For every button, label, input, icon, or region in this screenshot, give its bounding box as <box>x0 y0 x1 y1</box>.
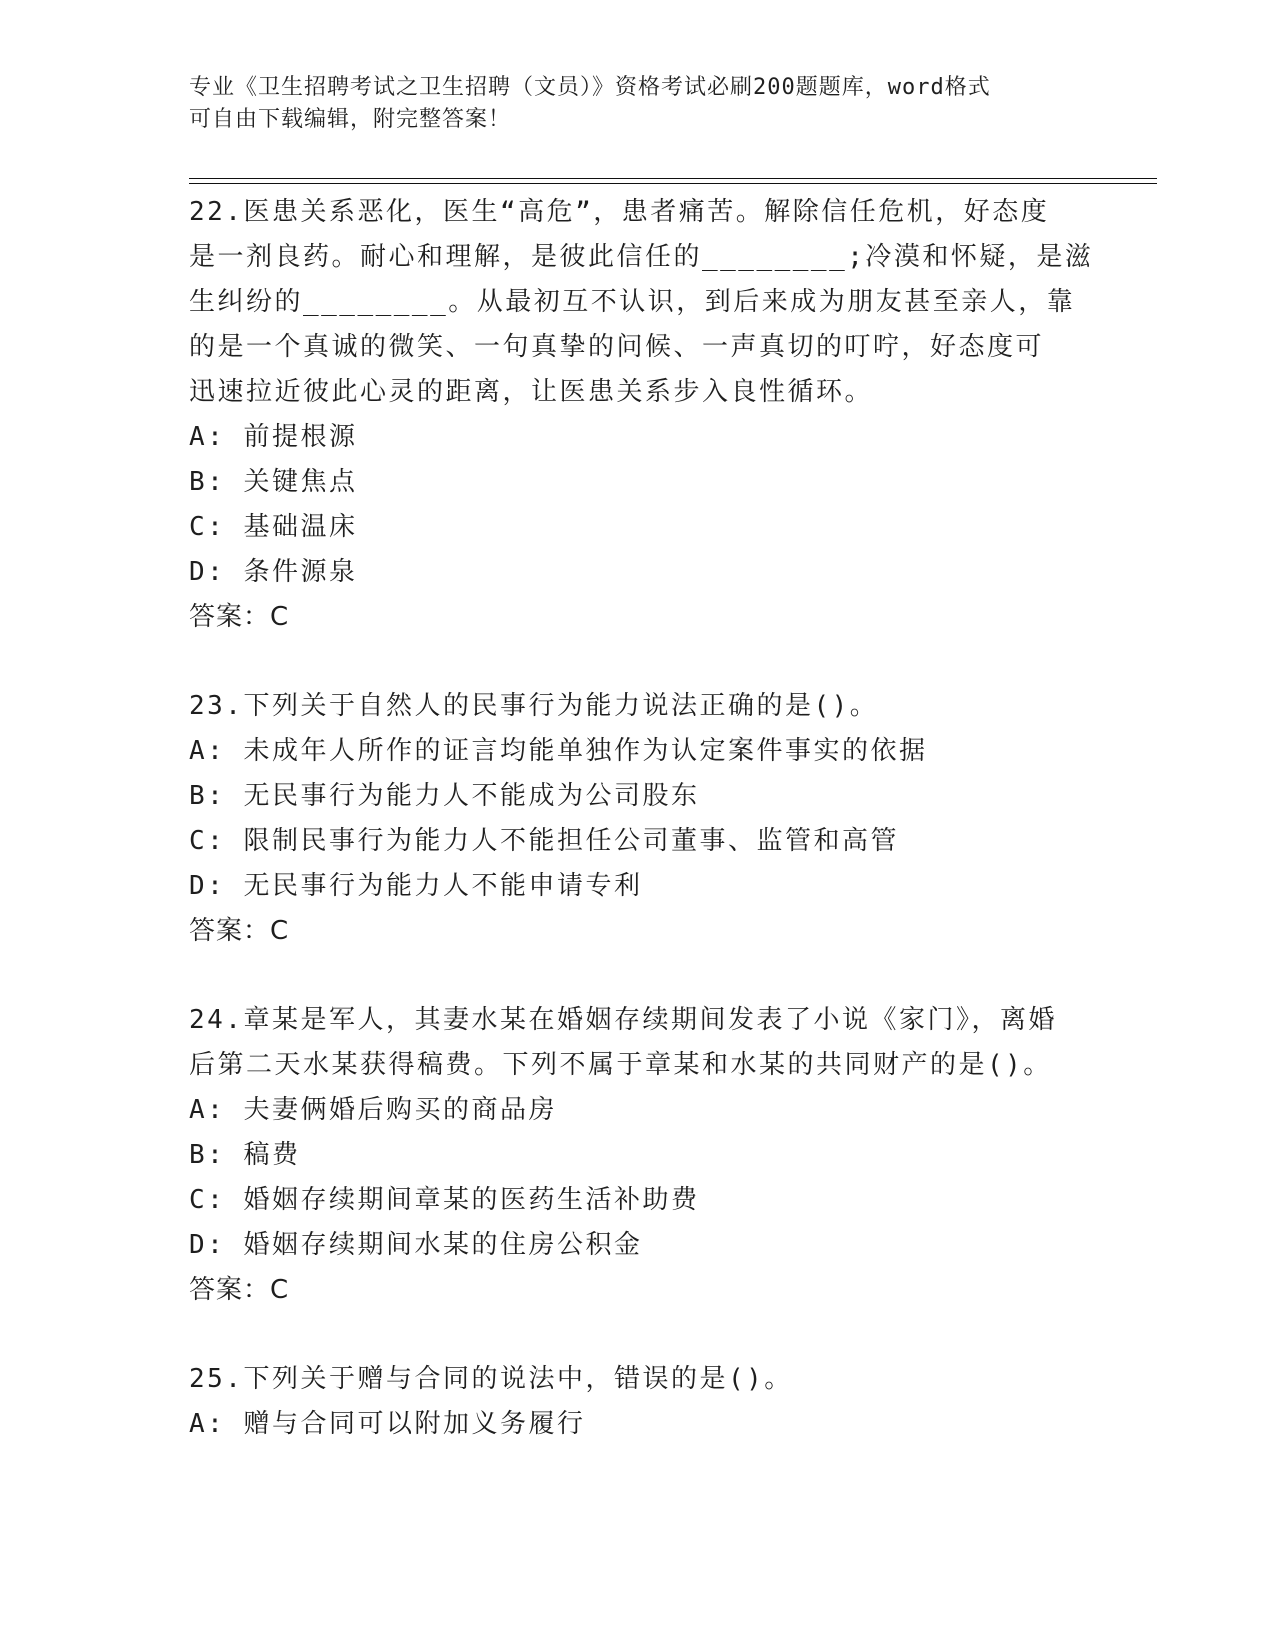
question-stem-line: 23.下列关于自然人的民事行为能力说法正确的是()。 <box>189 691 879 721</box>
answer-option: C: 基础温床 <box>189 512 358 542</box>
answer-option: B: 无民事行为能力人不能成为公司股东 <box>189 781 700 811</box>
answer-option: C: 限制民事行为能力人不能担任公司董事、监管和高管 <box>189 826 899 856</box>
question-23 <box>189 684 1089 954</box>
header-line: 专业《卫生招聘考试之卫生招聘（文员）》资格考试必刷200题题库，word格式 <box>189 75 991 100</box>
answer-option: C: 婚姻存续期间章某的医药生活补助费 <box>189 1185 700 1215</box>
header-divider <box>189 178 1157 184</box>
question-list <box>189 190 1094 1447</box>
answer-option: B: 稿费 <box>189 1140 301 1170</box>
answer-option: A: 前提根源 <box>189 422 358 452</box>
document-header <box>189 72 1089 136</box>
question-stem-line: 生纠纷的________。从最初互不认识，到后来成为朋友甚至亲人，靠 <box>189 287 1076 317</box>
answer-key: 答案：C <box>189 602 290 632</box>
question-25 <box>189 1357 1089 1447</box>
question-spacer <box>189 954 1089 998</box>
question-stem-line: 是一剂良药。耐心和理解，是彼此信任的________;冷漠和怀疑，是滋 <box>189 242 1094 272</box>
question-24 <box>189 998 1089 1313</box>
question-stem-line: 后第二天水某获得稿费。下列不属于章某和水某的共同财产的是()。 <box>189 1050 1052 1080</box>
answer-option: D: 条件源泉 <box>189 557 358 587</box>
question-spacer <box>189 1313 1089 1357</box>
header-line: 可自由下载编辑，附完整答案！ <box>189 107 512 132</box>
answer-option: D: 无民事行为能力人不能申请专利 <box>189 871 643 901</box>
answer-option: A: 赠与合同可以附加义务履行 <box>189 1409 586 1439</box>
question-22 <box>189 190 1094 640</box>
answer-key: 答案：C <box>189 916 290 946</box>
question-stem-line: 24.章某是军人，其妻水某在婚姻存续期间发表了小说《家门》，离婚 <box>189 1005 1057 1035</box>
answer-option: A: 夫妻俩婚后购买的商品房 <box>189 1095 557 1125</box>
question-stem-line: 22.医患关系恶化，医生“高危”，患者痛苦。解除信任危机，好态度 <box>189 197 1050 227</box>
question-stem-line: 迅速拉近彼此心灵的距离，让医患关系步入良性循环。 <box>189 377 874 407</box>
question-stem-line: 25.下列关于赠与合同的说法中，错误的是()。 <box>189 1364 793 1394</box>
answer-option: B: 关键焦点 <box>189 467 358 497</box>
question-stem-line: 的是一个真诚的微笑、一句真挚的问候、一声真切的叮咛，好态度可 <box>189 332 1045 362</box>
answer-option: A: 未成年人所作的证言均能单独作为认定案件事实的依据 <box>189 736 928 766</box>
answer-key: 答案：C <box>189 1275 290 1305</box>
answer-option: D: 婚姻存续期间水某的住房公积金 <box>189 1230 643 1260</box>
question-spacer <box>189 640 1089 684</box>
